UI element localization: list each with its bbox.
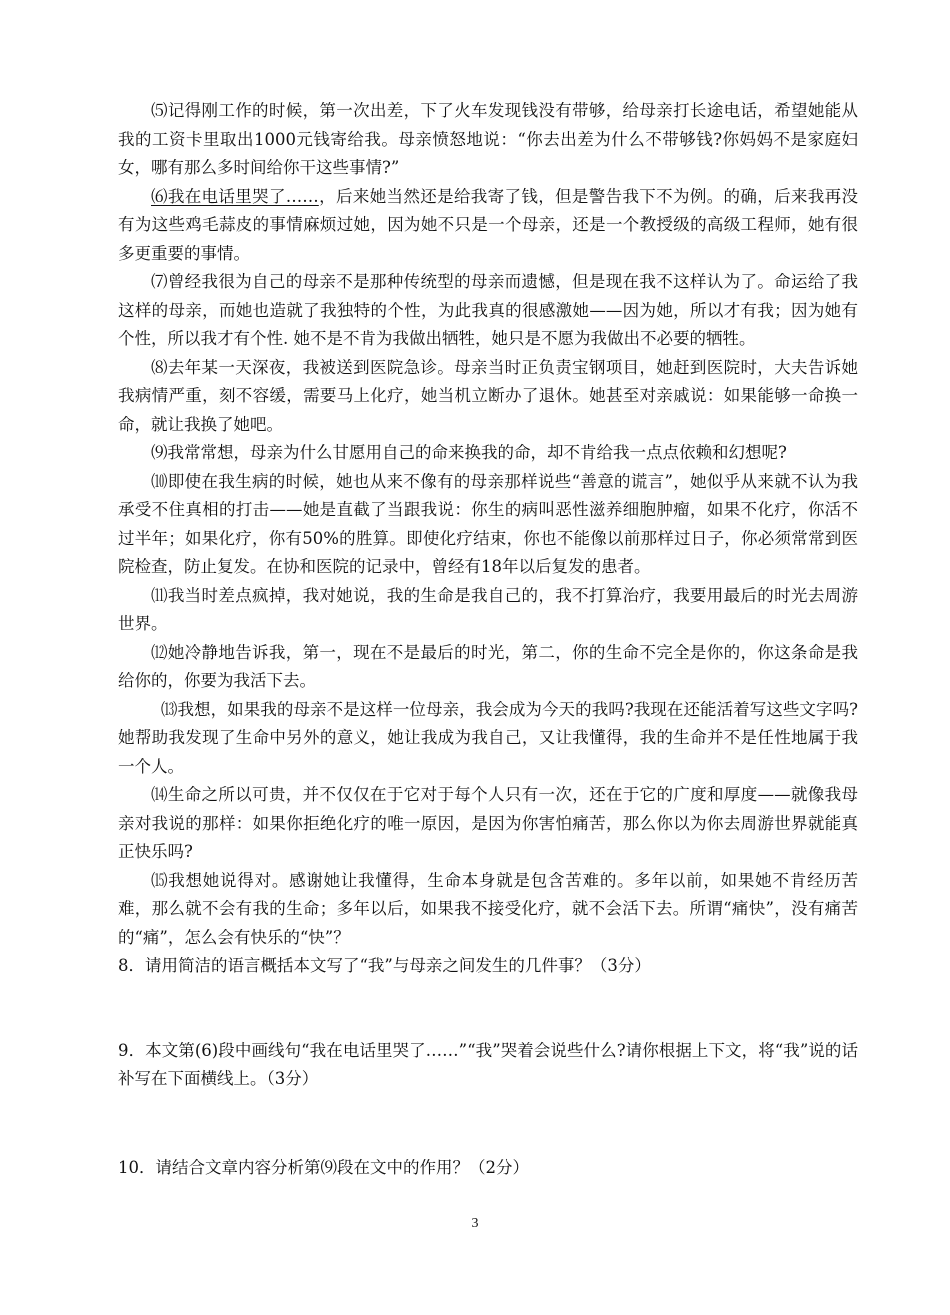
paragraph-5: ⑸记得刚工作的时候，第一次出差，下了火车发现钱没有带够，给母亲打长途电话，希望她能从我的工资卡里取出1000元钱寄给我。母亲愤怒地说：“你去出差为什么不带够钱?你妈妈不是家庭妇女，哪有那么多时间给你干这些事情?”	[118, 101, 858, 177]
question-10: 10．请结合文章内容分析第⑼段在文中的作用？（2分）	[118, 1157, 529, 1177]
paragraph-6-rest: ，后来她当然还是给我寄了钱，但是警告我下不为例。的确，后来我再没有为这些鸡毛蒜皮的事情麻烦过她，因为她不只是一个母亲，还是一个教授级的高级工程师，她有很多更重要的事情。	[118, 186, 859, 263]
paragraph-12: ⑿她冷静地告诉我，第一，现在不是最后的时光，第二，你的生命不完全是你的，你这条命是我给你的，你要为我活下去。	[118, 642, 858, 690]
question-9: 9．本文第(6)段中画线句“我在电话里哭了……”“我”哭着会说些什么?请你根据上下文，将“我”说的话补写在下面横线上。（3分）	[118, 1040, 858, 1088]
question-8: 8．请用简洁的语言概括本文写了“我”与母亲之间发生的几件事？（3分）	[118, 956, 651, 975]
paragraph-8: ⑻去年某一天深夜，我被送到医院急诊。母亲当时正负责宝钢项目，她赶到医院时，大夫告诉她我病情严重，刻不容缓，需要马上化疗，她当机立断办了退休。她甚至对亲戚说：如果能够一命换一命，就让我换了她吧。	[118, 357, 858, 434]
paragraph-10: ⑽即使在我生病的时候，她也从来不像有的母亲那样说些“善意的谎言”，她似乎从来就不认为我承受不住真相的打击——她是直截了当跟我说：你生的病叫恶性滋养细胞肿瘤，如果不化疗，你活不过半年；如果化疗，你有50%的胜算。即使化疗结束，你也不能像以前那样过日子，你必须常常到医院检查，防止复发。在协和医院的记录中，曾经有18年以后复发的患者。	[118, 471, 858, 576]
paragraph-11: ⑾我当时差点疯掉，我对她说，我的生命是我自己的，我不打算治疗，我要用最后的时光去周游世界。	[118, 585, 858, 633]
paragraph-13: ⒀我想，如果我的母亲不是这样一位母亲，我会成为今天的我吗?我现在还能活着写这些文字吗?她帮助我发现了生命中另外的意义，她让我成为我自己，又让我懂得，我的生命并不是任性地属于我一个人。	[118, 699, 858, 776]
paragraph-14: ⒁生命之所以可贵，并不仅仅在于它对于每个人只有一次，还在于它的广度和厚度——就像我母亲对我说的那样：如果你拒绝化疗的唯一原因，是因为你害怕痛苦，那么你以为你去周游世界就能真正快乐吗?	[118, 785, 858, 861]
paragraph-9: ⑼我常常想，母亲为什么甘愿用自己的命来换我的命，却不肯给我一点点依赖和幻想呢?	[151, 443, 787, 462]
underlined-sentence: ⑹我在电话里哭了……	[151, 186, 319, 206]
paragraph-6	[118, 183, 858, 269]
page-number: 3	[471, 1216, 479, 1231]
paragraph-15: ⒂我想她说得对。感谢她让我懂得，生命本身就是包含苦难的。多年以前，如果她不肯经历苦难，那么就不会有我的生命；多年以后，如果我不接受化疗，就不会活下去。所谓“痛快”，没有痛苦的“痛”，怎么会有快乐的“快”？	[118, 870, 858, 947]
paragraph-7: ⑺曾经我很为自己的母亲不是那种传统型的母亲而遗憾，但是现在我不这样认为了。命运给了我这样的母亲，而她也造就了我独特的个性，为此我真的很感激她——因为她，所以才有我；因为她有个性，所以我才有个性. 她不是不肯为我做出牺牲，她只是不愿为我做出不必要的牺牲。	[118, 272, 858, 348]
article-body	[118, 97, 858, 1182]
